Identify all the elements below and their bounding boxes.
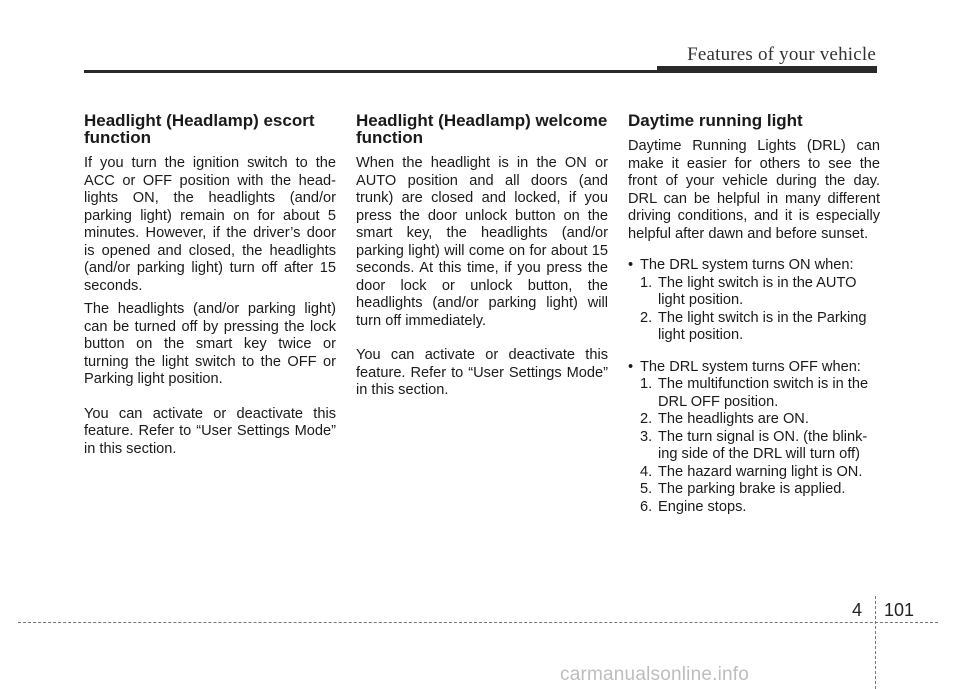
drl-heading: Daytime running light (628, 111, 803, 130)
drl-off-list (628, 376, 880, 516)
list-item: 4. The hazard warning light is ON. (640, 463, 863, 480)
escort-paragraph-3: You can activate or deactivate this feature. Refer to “User Settings Mode” in this section. (84, 405, 336, 457)
list-item: 2. The light switch is in the Parking light position. (640, 309, 867, 343)
list-item: 3. The turn signal is ON. (the blink- ing side of the DRL will turn off) (640, 428, 868, 462)
footer-divider (875, 596, 876, 689)
escort-paragraph-1: If you turn the ignition switch to the ACC or OFF position with the head- lights ON, the headlights (and/or parking light) remain on for about 5 minutes. However, if the driver’s door is opened and closed, the headlights (and/or parking light) turn off after 15 seconds. (84, 155, 336, 294)
list-item: 1. The multifunction switch is in the DRL OFF position. (640, 376, 869, 410)
drl-paragraph-1: Daytime Running Lights (DRL) can make it easier for others to see the front of your vehicle during the day. DRL can be helpful in many different driving conditions, and it is especially helpful after dawn and before sunset. (628, 138, 880, 242)
bullet-icon: • (628, 257, 634, 273)
drl-off-label: The DRL system turns OFF when: (640, 358, 861, 375)
chapter-number: 4 (852, 600, 863, 620)
drl-on-bullet (628, 257, 880, 345)
column-welcome (356, 112, 608, 400)
header-rule (84, 70, 877, 73)
column-escort (84, 112, 336, 458)
drl-on-label: The DRL system turns ON when: (640, 257, 854, 273)
welcome-heading: Headlight (Headlamp) welcome function (356, 111, 608, 147)
welcome-paragraph-1: When the headlight is in the ON or AUTO position and all doors (and trunk) are closed and locked, if you press the door unlock button on the smart key, the headlights (and/or parking light) will come on for about 15 seconds. At this time, if you press the door lock or unlock button, the headlights (and/or parking light) will turn off immediately. (356, 155, 608, 329)
page-number: 101 (884, 600, 915, 620)
drl-off-bullet (628, 359, 880, 517)
bullet-icon: • (628, 358, 634, 375)
footer-rule (18, 622, 938, 623)
drl-on-list (628, 275, 880, 345)
list-item: 1. The light switch is in the AUTO light position. (640, 274, 857, 308)
watermark-text: carmanualsonline.info (560, 664, 750, 685)
list-item: 2. The headlights are ON. (640, 411, 809, 427)
list-item: 6. Engine stops. (640, 498, 747, 515)
section-title: Features of your vehicle (687, 44, 876, 65)
escort-heading: Headlight (Headlamp) escort function (84, 111, 315, 147)
escort-paragraph-2: The headlights (and/or parking light) can be turned off by pressing the lock button on the smart key twice or turning the light switch to the OFF or Parking light position. (84, 301, 336, 387)
list-item: 5. The parking brake is applied. (640, 481, 846, 497)
column-drl (628, 112, 880, 516)
welcome-paragraph-2: You can activate or deactivate this feature. Refer to “User Settings Mode” in this section. (356, 347, 608, 398)
